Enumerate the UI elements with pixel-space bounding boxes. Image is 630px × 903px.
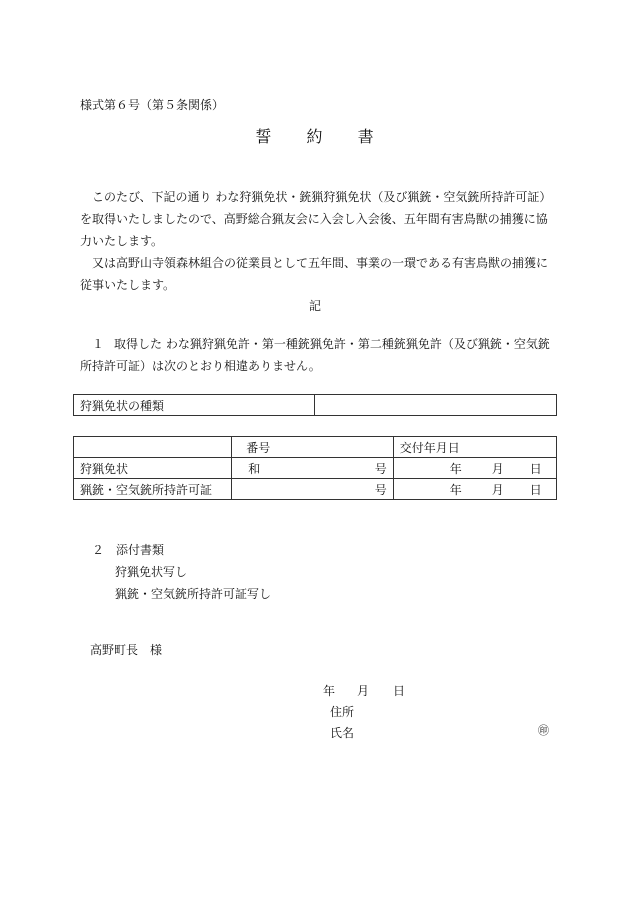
title-char: 誓 — [255, 127, 273, 146]
license-type-table — [73, 394, 557, 416]
row-number-prefix[interactable] — [232, 479, 348, 500]
signature-date[interactable] — [323, 682, 405, 699]
table-row — [74, 479, 557, 500]
license-detail-table — [73, 436, 557, 500]
title-char: 約 — [306, 127, 324, 146]
attachments-title: ２ 添付書類 — [92, 543, 165, 557]
addressee: 高野町長 様 — [90, 643, 163, 657]
item-1-number: １ — [92, 337, 105, 351]
attachment-item: 猟銃・空気銃所持許可証写し — [115, 587, 272, 601]
pledge-paragraph-1: このたび、下記の通り わな狩猟免状・銃猟狩猟免状（及び猟銃・空気銃所持許可証）を取得いたしましたので、高野総合猟友会に入会し入会後、五年間有害鳥獣の捕獲に協力いたします。 — [80, 190, 552, 248]
date-day: 日 — [529, 461, 542, 476]
header-blank — [74, 437, 232, 458]
table-header-row — [74, 437, 557, 458]
date-day: 日 — [529, 482, 542, 497]
item-1 — [80, 333, 558, 377]
title-char: 書 — [357, 127, 375, 146]
row-issue-date[interactable] — [393, 479, 556, 500]
table-row — [74, 395, 557, 416]
form-number: 様式第６号（第５条関係） — [80, 98, 225, 112]
header-issue-date: 交付年月日 — [393, 437, 556, 458]
attachment-item: 狩猟免状写し — [115, 565, 188, 579]
seal-mark: ㊞ — [538, 724, 549, 737]
date-month: 月 — [491, 482, 504, 497]
row-label: 猟銃・空気銃所持許可証 — [74, 479, 232, 500]
row-number-prefix[interactable]: 和 — [232, 458, 348, 479]
signature-day: 日 — [392, 684, 405, 698]
signature-year: 年 — [323, 684, 336, 698]
document-title — [0, 124, 630, 147]
item-1-text: 取得した わな猟狩猟免許・第一種銃猟免許・第二種銃猟免許（及び猟銃・空気銃所持許可証）は次のとおり相違ありません。 — [80, 337, 550, 373]
pledge-paragraph-2: 又は高野山寺領森林組合の従業員として五年間、事業の一環である有害鳥獣の捕獲に従事いたします。 — [80, 256, 549, 292]
header-number: 番号 — [232, 437, 393, 458]
address-label: 住所 — [330, 705, 355, 719]
signature-month: 月 — [356, 684, 369, 698]
date-year: 年 — [449, 482, 462, 497]
date-year: 年 — [449, 461, 462, 476]
table-row — [74, 458, 557, 479]
license-type-label: 狩猟免状の種類 — [74, 395, 315, 416]
row-number-suffix: 号 — [347, 458, 393, 479]
row-number-suffix: 号 — [347, 479, 393, 500]
row-issue-date[interactable] — [393, 458, 556, 479]
row-label: 狩猟免状 — [74, 458, 232, 479]
date-month: 月 — [491, 461, 504, 476]
license-type-value[interactable] — [315, 395, 557, 416]
name-label: 氏名 — [330, 726, 355, 740]
ki-heading: 記 — [308, 299, 321, 313]
